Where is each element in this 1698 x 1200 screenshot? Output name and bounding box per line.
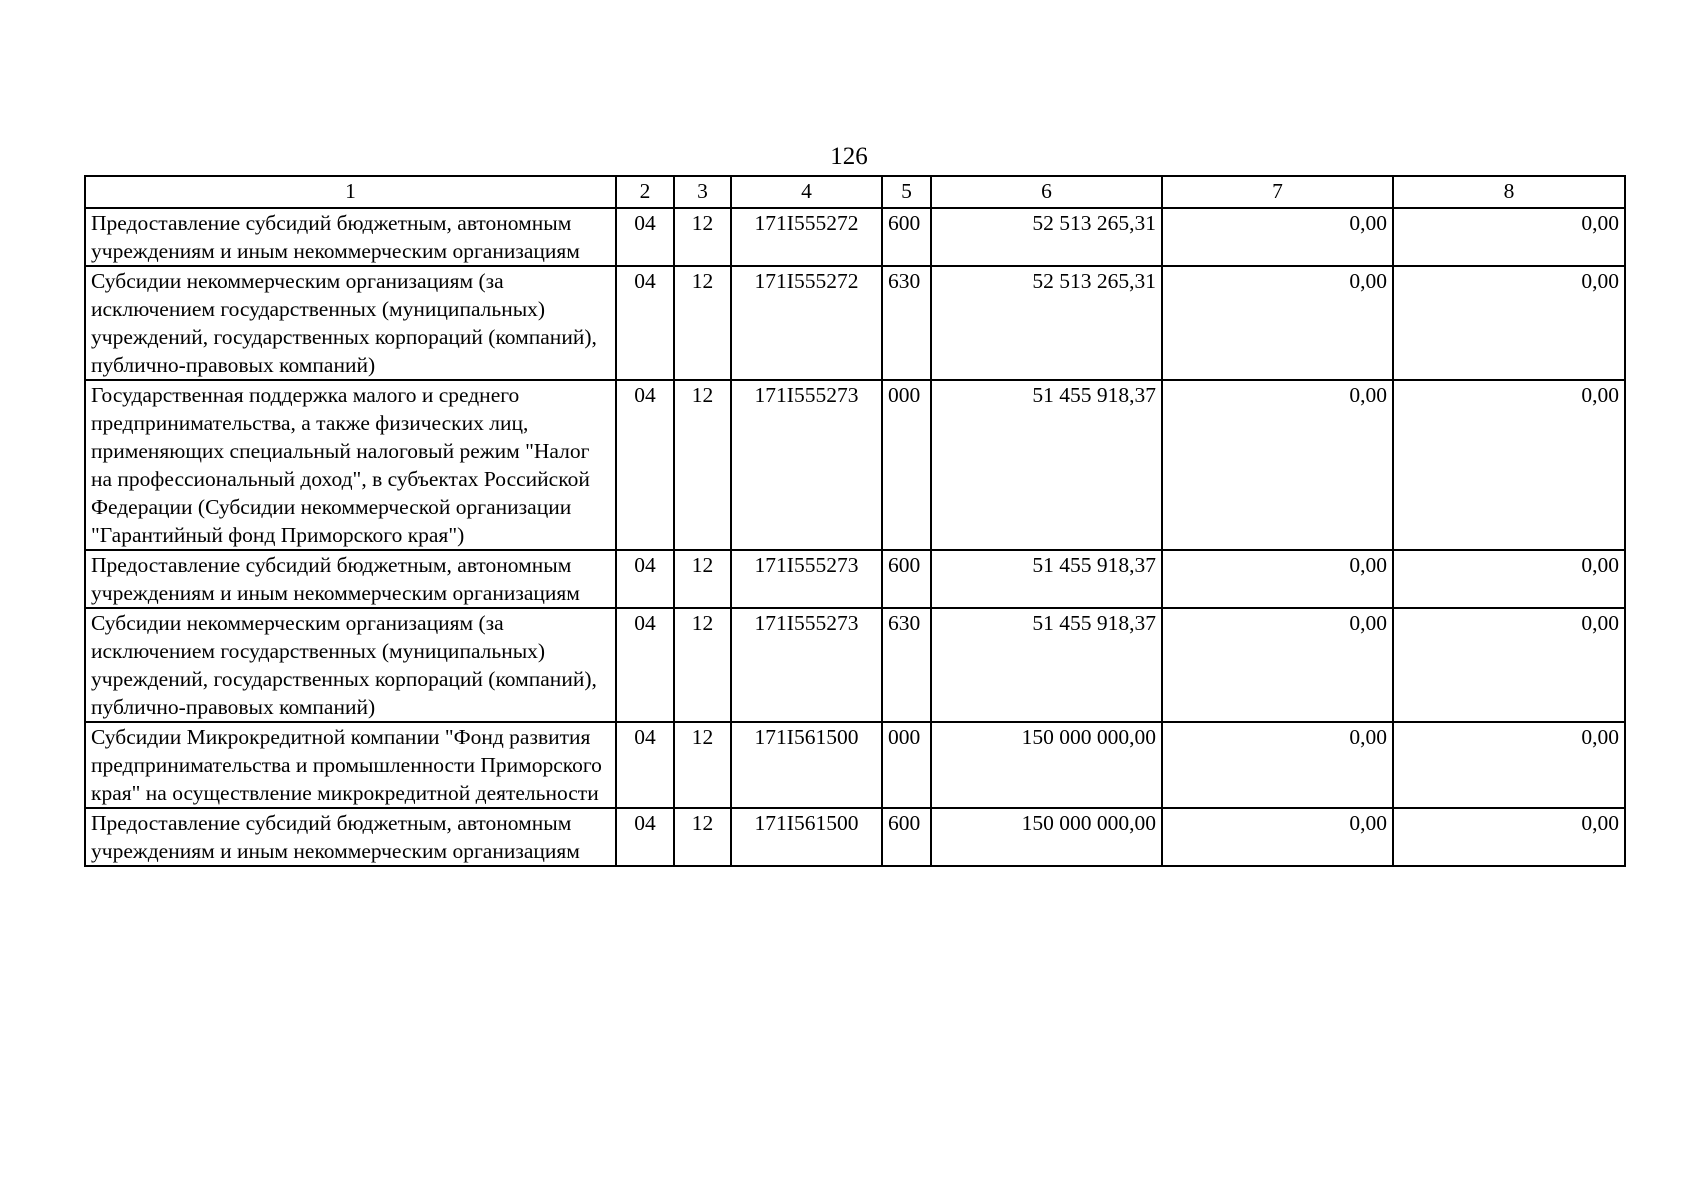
- row-subsection-code: 12: [674, 208, 731, 266]
- row-subsection-code: 12: [674, 722, 731, 808]
- row-name: Предоставление субсидий бюджетным, автономным учреждениям и иным некоммерческим организациям: [85, 550, 616, 608]
- row-amount-1: 52 513 265,31: [931, 266, 1162, 380]
- row-target-code: 171I555273: [731, 380, 882, 550]
- row-expense-type-code: 600: [882, 808, 931, 866]
- row-name: Субсидии некоммерческим организациям (за исключением государственных (муниципальных) учреждений, государственных корпораций (компаний), публично-правовых компаний): [85, 266, 616, 380]
- row-amount-2: 0,00: [1162, 808, 1393, 866]
- row-expense-type-code: 630: [882, 608, 931, 722]
- row-name: Предоставление субсидий бюджетным, автономным учреждениям и иным некоммерческим организациям: [85, 208, 616, 266]
- column-header-1: 1: [85, 176, 616, 208]
- row-target-code: 171I555273: [731, 550, 882, 608]
- column-header-7: 7: [1162, 176, 1393, 208]
- row-name: Субсидии Микрокредитной компании "Фонд развития предпринимательства и промышленности Приморского края" на осуществление микрокредитной деятельности: [85, 722, 616, 808]
- row-section-code: 04: [616, 608, 674, 722]
- table-row: [85, 208, 1625, 266]
- column-header-2: 2: [616, 176, 674, 208]
- row-amount-3: 0,00: [1393, 380, 1625, 550]
- row-expense-type-code: 000: [882, 380, 931, 550]
- budget-table: [84, 175, 1626, 867]
- row-amount-3: 0,00: [1393, 808, 1625, 866]
- row-subsection-code: 12: [674, 608, 731, 722]
- table-row: [85, 722, 1625, 808]
- row-name: Субсидии некоммерческим организациям (за исключением государственных (муниципальных) учреждений, государственных корпораций (компаний), публично-правовых компаний): [85, 608, 616, 722]
- row-amount-3: 0,00: [1393, 266, 1625, 380]
- row-amount-2: 0,00: [1162, 266, 1393, 380]
- row-section-code: 04: [616, 208, 674, 266]
- row-amount-1: 52 513 265,31: [931, 208, 1162, 266]
- row-section-code: 04: [616, 380, 674, 550]
- row-amount-2: 0,00: [1162, 380, 1393, 550]
- row-target-code: 171I561500: [731, 722, 882, 808]
- row-subsection-code: 12: [674, 550, 731, 608]
- row-amount-3: 0,00: [1393, 550, 1625, 608]
- table-row: [85, 380, 1625, 550]
- header-row: [85, 176, 1625, 208]
- row-target-code: 171I555272: [731, 208, 882, 266]
- column-header-8: 8: [1393, 176, 1625, 208]
- table-row: [85, 550, 1625, 608]
- column-header-5: 5: [882, 176, 931, 208]
- row-amount-3: 0,00: [1393, 208, 1625, 266]
- row-target-code: 171I555273: [731, 608, 882, 722]
- row-amount-2: 0,00: [1162, 608, 1393, 722]
- row-amount-1: 51 455 918,37: [931, 550, 1162, 608]
- row-amount-1: 51 455 918,37: [931, 380, 1162, 550]
- column-header-3: 3: [674, 176, 731, 208]
- row-amount-2: 0,00: [1162, 722, 1393, 808]
- row-expense-type-code: 600: [882, 208, 931, 266]
- row-target-code: 171I555272: [731, 266, 882, 380]
- column-header-4: 4: [731, 176, 882, 208]
- row-amount-1: 150 000 000,00: [931, 808, 1162, 866]
- row-amount-3: 0,00: [1393, 608, 1625, 722]
- row-amount-1: 51 455 918,37: [931, 608, 1162, 722]
- row-amount-2: 0,00: [1162, 208, 1393, 266]
- row-amount-3: 0,00: [1393, 722, 1625, 808]
- row-subsection-code: 12: [674, 266, 731, 380]
- table-row: [85, 808, 1625, 866]
- row-section-code: 04: [616, 808, 674, 866]
- column-header-6: 6: [931, 176, 1162, 208]
- row-target-code: 171I561500: [731, 808, 882, 866]
- table-row: [85, 608, 1625, 722]
- row-subsection-code: 12: [674, 808, 731, 866]
- row-section-code: 04: [616, 722, 674, 808]
- row-amount-1: 150 000 000,00: [931, 722, 1162, 808]
- row-amount-2: 0,00: [1162, 550, 1393, 608]
- row-expense-type-code: 000: [882, 722, 931, 808]
- page-number: 126: [830, 143, 868, 170]
- row-expense-type-code: 630: [882, 266, 931, 380]
- row-name: Предоставление субсидий бюджетным, автономным учреждениям и иным некоммерческим организациям: [85, 808, 616, 866]
- row-expense-type-code: 600: [882, 550, 931, 608]
- row-section-code: 04: [616, 266, 674, 380]
- table-row: [85, 266, 1625, 380]
- row-name: Государственная поддержка малого и среднего предпринимательства, а также физических лиц, применяющих специальный налоговый режим "Налог на профессиональный доход", в субъектах Российской Федерации (Субсидии некоммерческой организации "Гарантийный фонд Приморского края"): [85, 380, 616, 550]
- row-subsection-code: 12: [674, 380, 731, 550]
- row-section-code: 04: [616, 550, 674, 608]
